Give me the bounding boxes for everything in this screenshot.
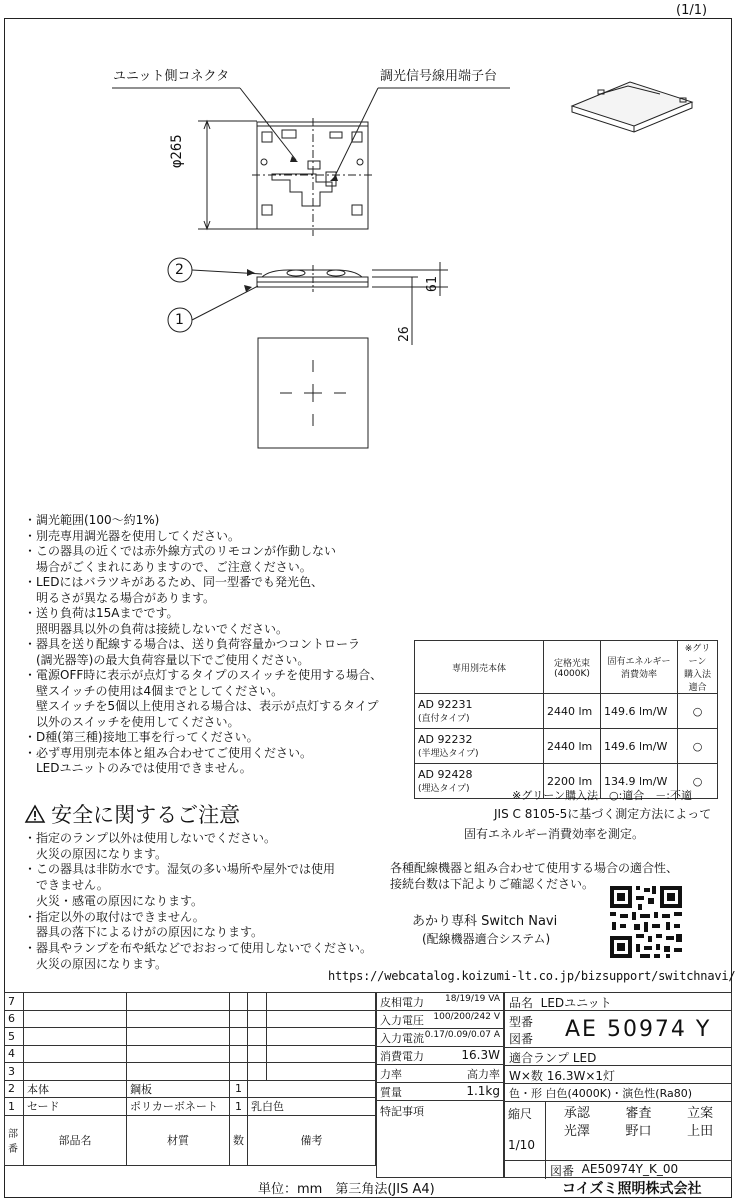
qr-code-icon[interactable] xyxy=(606,882,686,962)
spec-type: (直付タイプ) xyxy=(418,714,470,724)
col-label-name: 部品名 xyxy=(24,1115,127,1165)
spec-efficiency: 134.9 lm/W xyxy=(601,764,678,799)
spec-line: 質量 1.1kg xyxy=(377,1083,503,1101)
safety-line: できません。 xyxy=(24,878,109,893)
callout-2: 2 xyxy=(175,262,184,278)
callout-1: 1 xyxy=(175,312,184,328)
rev-number: 6 xyxy=(5,1010,24,1028)
spec-green: ○ xyxy=(678,729,718,764)
col-label-note: 備考 xyxy=(248,1115,376,1165)
spec-efficiency: 149.6 lm/W xyxy=(601,694,678,729)
note-line: ・D種(第三種)接地工事を行ってください。 xyxy=(24,730,259,744)
spec-line: 入力電流 0.17/0.09/0.07 A xyxy=(377,1029,503,1047)
safety-line: 火災の原因になります。 xyxy=(24,956,168,971)
spec-table xyxy=(414,640,718,802)
safety-line: ・器具やランプを布や紙などでおおって使用しないでください。 xyxy=(24,940,373,955)
spec-footnote-measure: 固有エネルギー消費効率を測定。 xyxy=(464,827,645,841)
spec-header-body: 専用別売本体 xyxy=(415,641,544,694)
safety-line: ・指定のランプ以外は使用しないでください。 xyxy=(24,831,277,845)
spec-flux: 2200 lm xyxy=(544,764,601,799)
part-qty: 1 xyxy=(230,1080,248,1098)
wattage: W×数 16.3W×1灯 xyxy=(505,1066,731,1084)
product-name: LEDユニット xyxy=(540,996,612,1010)
rev-number: 3 xyxy=(5,1063,24,1081)
bom-row xyxy=(5,1098,376,1116)
approval-label: 承認 xyxy=(563,1106,590,1121)
part-material: ポリカーボネート xyxy=(127,1098,230,1116)
spec-green: ○ xyxy=(678,694,718,729)
electrical-specs xyxy=(376,992,504,1178)
rev-number: 4 xyxy=(5,1045,24,1063)
spec-flux: 2440 lm xyxy=(544,694,601,729)
col-label-qty: 数 xyxy=(230,1115,248,1165)
note-line: 以外のスイッチを使用してください。 xyxy=(24,714,240,729)
col-label-material: 材質 xyxy=(127,1115,230,1165)
spec-line: 皮相電力 18/19/19 VA xyxy=(377,993,503,1011)
label-dimmer-terminal: 調光信号線用端子台 xyxy=(380,69,498,84)
note-line: ・器具を送り配線する場合は、送り負荷容量かつコントローラ xyxy=(24,637,361,651)
drawing-label: 図番 xyxy=(550,1164,575,1178)
note-line: ・調光範囲(100～約1%) xyxy=(24,513,160,527)
spec-type: (半埋込タイプ) xyxy=(418,749,479,759)
color-label: 色・形 xyxy=(509,1087,542,1100)
spec-header-flux: 定格光束 (4000K) xyxy=(544,641,601,694)
note-line: ・別売専用調光器を使用してください。 xyxy=(24,528,241,543)
special-notes-label: 特記事項 xyxy=(380,1105,424,1118)
spec-footnote-jis: JIS C 8105-5に基づく測定方法によって xyxy=(494,807,712,821)
part-no: 1 xyxy=(5,1098,24,1116)
drawing-number: AE50974Y_K_00 xyxy=(581,1162,679,1176)
safety-line: ・この器具は非防水です。湿気の多い場所や屋外では使用 xyxy=(24,862,336,877)
note-line: 照明器具以外の負荷は接続しないでください。 xyxy=(24,621,289,636)
switch-navi-subtitle: (配線機器適合システム) xyxy=(422,932,551,946)
product-name-label: 品名 xyxy=(509,996,534,1010)
reviewer-name: 野口 xyxy=(625,1124,652,1139)
color-value: 白色(4000K)・演色性(Ra80) xyxy=(545,1087,693,1100)
part-no: 2 xyxy=(5,1080,24,1098)
dim-height-61: 61 xyxy=(425,276,440,292)
safety-title: 安全に関するご注意 xyxy=(51,803,241,827)
switch-navi-title: あかり専科 Switch Navi xyxy=(412,914,558,929)
note-line: ・この器具の近くでは赤外線方式のリモコンが作動しない xyxy=(24,544,337,558)
col-label-no: 部番 xyxy=(5,1115,24,1165)
product-block xyxy=(504,992,732,1178)
spec-row xyxy=(415,729,718,764)
spec-line: 消費電力 16.3W xyxy=(377,1047,503,1065)
dim-diameter: φ265 xyxy=(169,134,185,168)
part-name: 本体 xyxy=(24,1080,127,1098)
note-line: 壁スイッチを5個以上使用される場合は、表示が点灯するタイプ xyxy=(24,699,379,713)
note-line: (調光器等)の最大負荷容量以下でご使用ください。 xyxy=(24,652,310,667)
safety-list xyxy=(24,831,372,972)
label-unit-connector: ユニット側コネクタ xyxy=(113,69,230,84)
draft-label: 立案 xyxy=(687,1106,714,1121)
bom-table xyxy=(4,992,376,1166)
part-note: 乳白色 xyxy=(248,1098,376,1116)
spec-header-efficiency: 固有エネルギー 消費効率 xyxy=(601,641,678,694)
note-line: ・LEDにはバラツキがあるため、同一型番でも発光色、 xyxy=(24,575,324,589)
lamp-label: 適合ランプ xyxy=(509,1051,570,1065)
spec-efficiency: 149.6 lm/W xyxy=(601,729,678,764)
note-line: ・送り負荷は15Aまでです。 xyxy=(24,606,179,620)
technical-drawing xyxy=(0,0,736,500)
safety-line: 火災・感電の原因になります。 xyxy=(24,893,204,908)
part-name: セード xyxy=(24,1098,127,1116)
spec-green: ○ xyxy=(678,764,718,799)
company-name: コイズミ照明株式会社 xyxy=(562,1181,702,1197)
approver-name: 光澤 xyxy=(563,1124,590,1139)
safety-line: 火災の原因になります。 xyxy=(24,846,168,861)
note-line: 壁スイッチの使用は4個までとしてください。 xyxy=(24,683,284,698)
safety-line: ・指定以外の取付はできません。 xyxy=(24,909,205,924)
spec-model: AD 92232 xyxy=(418,733,473,746)
spec-line: 入力電圧 100/200/242 V xyxy=(377,1011,503,1029)
lamp-value: LED xyxy=(572,1051,597,1065)
note-line: LEDユニットのみでは使用できません。 xyxy=(24,761,252,775)
safety-heading xyxy=(24,799,240,829)
note-line: 場合がごくまれにありますので、ご注意ください。 xyxy=(24,559,312,574)
compat-line-2: 接続台数は下記よりご確認ください。 xyxy=(390,877,595,891)
spec-model: AD 92231 xyxy=(418,698,473,711)
scale-value: 1/10 xyxy=(508,1138,535,1152)
safety-line: 器具の落下によるけがの原因になります。 xyxy=(24,925,264,940)
spec-model: AD 92428 xyxy=(418,768,473,781)
drafter-name: 上田 xyxy=(687,1124,714,1139)
part-note xyxy=(248,1080,376,1098)
warning-triangle-icon xyxy=(24,804,46,824)
bom-row xyxy=(5,1080,376,1098)
part-material: 鋼板 xyxy=(127,1080,230,1098)
notes-list xyxy=(24,513,382,777)
rev-number: 7 xyxy=(5,993,24,1011)
part-qty: 1 xyxy=(230,1098,248,1116)
unit-text: 単位：mm 第三角法(JIS A4) xyxy=(258,1182,435,1197)
review-label: 審査 xyxy=(625,1106,652,1121)
model-number: AE 50974 Y xyxy=(565,1017,712,1042)
compat-line-1: 各種配線機器と組み合わせて使用する場合の適合性、 xyxy=(390,861,679,875)
drawing-no-label: 図番 xyxy=(509,1032,534,1046)
page-counter: (1/1) xyxy=(676,3,708,18)
spec-header-green: ※グリーン 購入法適合 xyxy=(678,641,718,694)
model-label: 型番 xyxy=(509,1015,534,1029)
spec-type: (埋込タイプ) xyxy=(418,784,470,794)
note-line: 明るさが異なる場合があります。 xyxy=(24,590,216,605)
switch-navi-url[interactable]: https://webcatalog.koizumi-lt.co.jp/bizsupport/switchnavi/ xyxy=(328,969,736,983)
rev-number: 5 xyxy=(5,1028,24,1046)
note-line: ・電源OFF時に表示が点灯するタイプのスイッチを使用する場合、 xyxy=(24,668,383,682)
spec-row xyxy=(415,694,718,729)
spec-line: 力率 高力率 xyxy=(377,1065,503,1083)
scale-label: 縮尺 xyxy=(508,1107,533,1121)
note-line: ・必ず専用別売本体と組み合わせてご使用ください。 xyxy=(24,745,313,760)
dim-height-26: 26 xyxy=(397,326,412,342)
spec-footnote-green: ※グリーン購入法 ○:適合 －:不適 xyxy=(512,789,693,802)
spec-flux: 2440 lm xyxy=(544,729,601,764)
